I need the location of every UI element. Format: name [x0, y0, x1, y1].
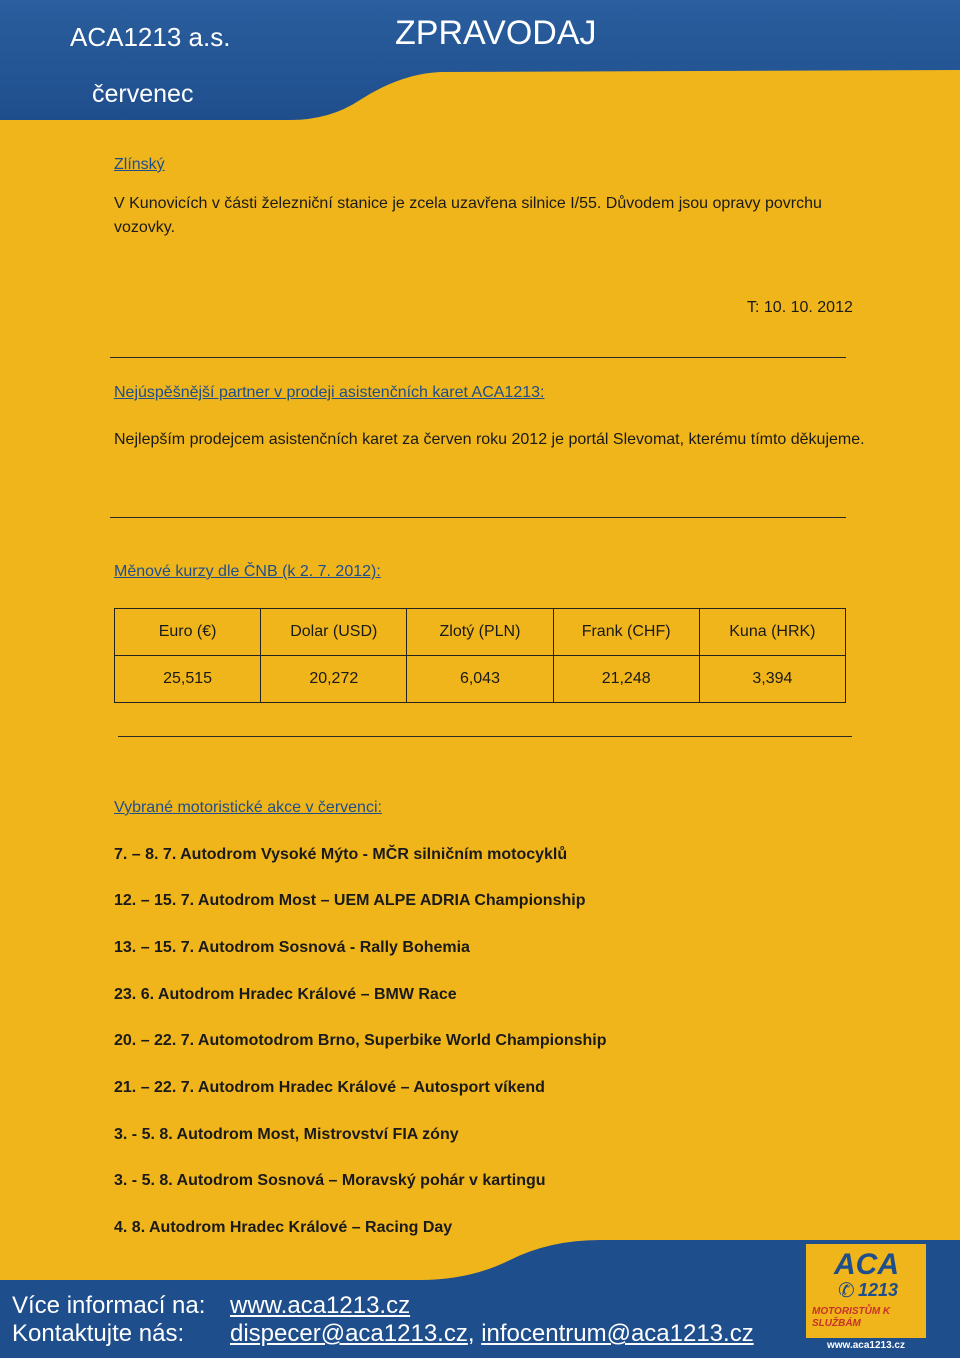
table-row — [115, 656, 846, 703]
divider — [110, 357, 846, 358]
logo-url: www.aca1213.cz — [806, 1338, 926, 1354]
notice-line-1: V Kunovicích v části železniční stanice je zcela uzavřena silnice I/55. Důvodem jsou opravy povrchu — [114, 195, 822, 212]
contact-label: Kontaktujte nás: — [12, 1320, 185, 1347]
company-name: ACA1213 a.s. — [70, 22, 231, 52]
table-cell: 20,272 — [261, 656, 407, 703]
divider — [110, 517, 846, 518]
table-header-cell: Euro (€) — [115, 609, 261, 656]
list-item: 3. - 5. 8. Autodrom Sosnová – Moravský pohár v kartingu — [114, 1172, 546, 1189]
region-heading: Zlínský — [114, 156, 165, 173]
table-cell: 21,248 — [553, 656, 699, 703]
table-header-cell: Zlotý (PLN) — [407, 609, 553, 656]
list-item: 21. – 22. 7. Autodrom Hradec Králové – Autosport víkend — [114, 1079, 545, 1096]
more-info-label: Více informací na: — [12, 1292, 206, 1319]
email-dispatcher-link[interactable]: dispecer@aca1213.cz — [230, 1320, 468, 1347]
table-cell: 3,394 — [699, 656, 845, 703]
table-header-cell: Frank (CHF) — [553, 609, 699, 656]
table-cell: 6,043 — [407, 656, 553, 703]
table-cell: 25,515 — [115, 656, 261, 703]
notice-line-2: vozovky. — [114, 219, 176, 236]
issue-month: červenec — [92, 80, 194, 108]
contact-emails — [230, 1320, 754, 1348]
list-item: 3. - 5. 8. Autodrom Most, Mistrovství FIA zóny — [114, 1126, 459, 1143]
list-item: 12. – 15. 7. Autodrom Most – UEM ALPE ADRIA Championship — [114, 892, 586, 909]
website-link[interactable]: www.aca1213.cz — [230, 1292, 411, 1319]
header-banner — [0, 0, 960, 130]
table-header-row — [115, 609, 846, 656]
rates-heading: Měnové kurzy dle ČNB (k 2. 7. 2012): — [114, 563, 381, 580]
divider — [118, 736, 852, 737]
partner-heading: Nejúspěšnější partner v prodeji asistenčních karet ACA1213: — [114, 384, 545, 401]
table-header-cell: Kuna (HRK) — [699, 609, 845, 656]
newsletter-title: ZPRAVODAJ — [395, 14, 597, 52]
list-item: 7. – 8. 7. Autodrom Vysoké Mýto - MČR silničním motocyklů — [114, 846, 568, 863]
list-item: 23. 6. Autodrom Hradec Králové – BMW Race — [114, 986, 457, 1003]
partner-text: Nejlepším prodejcem asistenčních karet za červen roku 2012 je portál Slevomat, kterému tímto děkujeme. — [114, 431, 865, 448]
list-item: 4. 8. Autodrom Hradec Králové – Racing Day — [114, 1219, 453, 1236]
logo-name: ACA — [834, 1248, 899, 1281]
phone-icon: ✆ — [838, 1280, 855, 1302]
email-separator: , — [467, 1320, 475, 1347]
list-item: 20. – 22. 7. Automotodrom Brno, Superbike World Championship — [114, 1032, 607, 1049]
logo-tagline: MOTORISTŮM K SLUŽBÁM — [812, 1306, 891, 1329]
exchange-rates-table — [114, 608, 846, 703]
aca-logo — [806, 1244, 926, 1354]
logo-number: 1213 — [858, 1280, 899, 1300]
events-heading: Vybrané motoristické akce v červenci: — [114, 799, 382, 816]
notice-term: T: 10. 10. 2012 — [747, 299, 853, 316]
table-header-cell: Dolar (USD) — [261, 609, 407, 656]
email-infocentre-link[interactable]: infocentrum@aca1213.cz — [481, 1320, 754, 1347]
list-item: 13. – 15. 7. Autodrom Sosnová - Rally Bohemia — [114, 939, 470, 956]
